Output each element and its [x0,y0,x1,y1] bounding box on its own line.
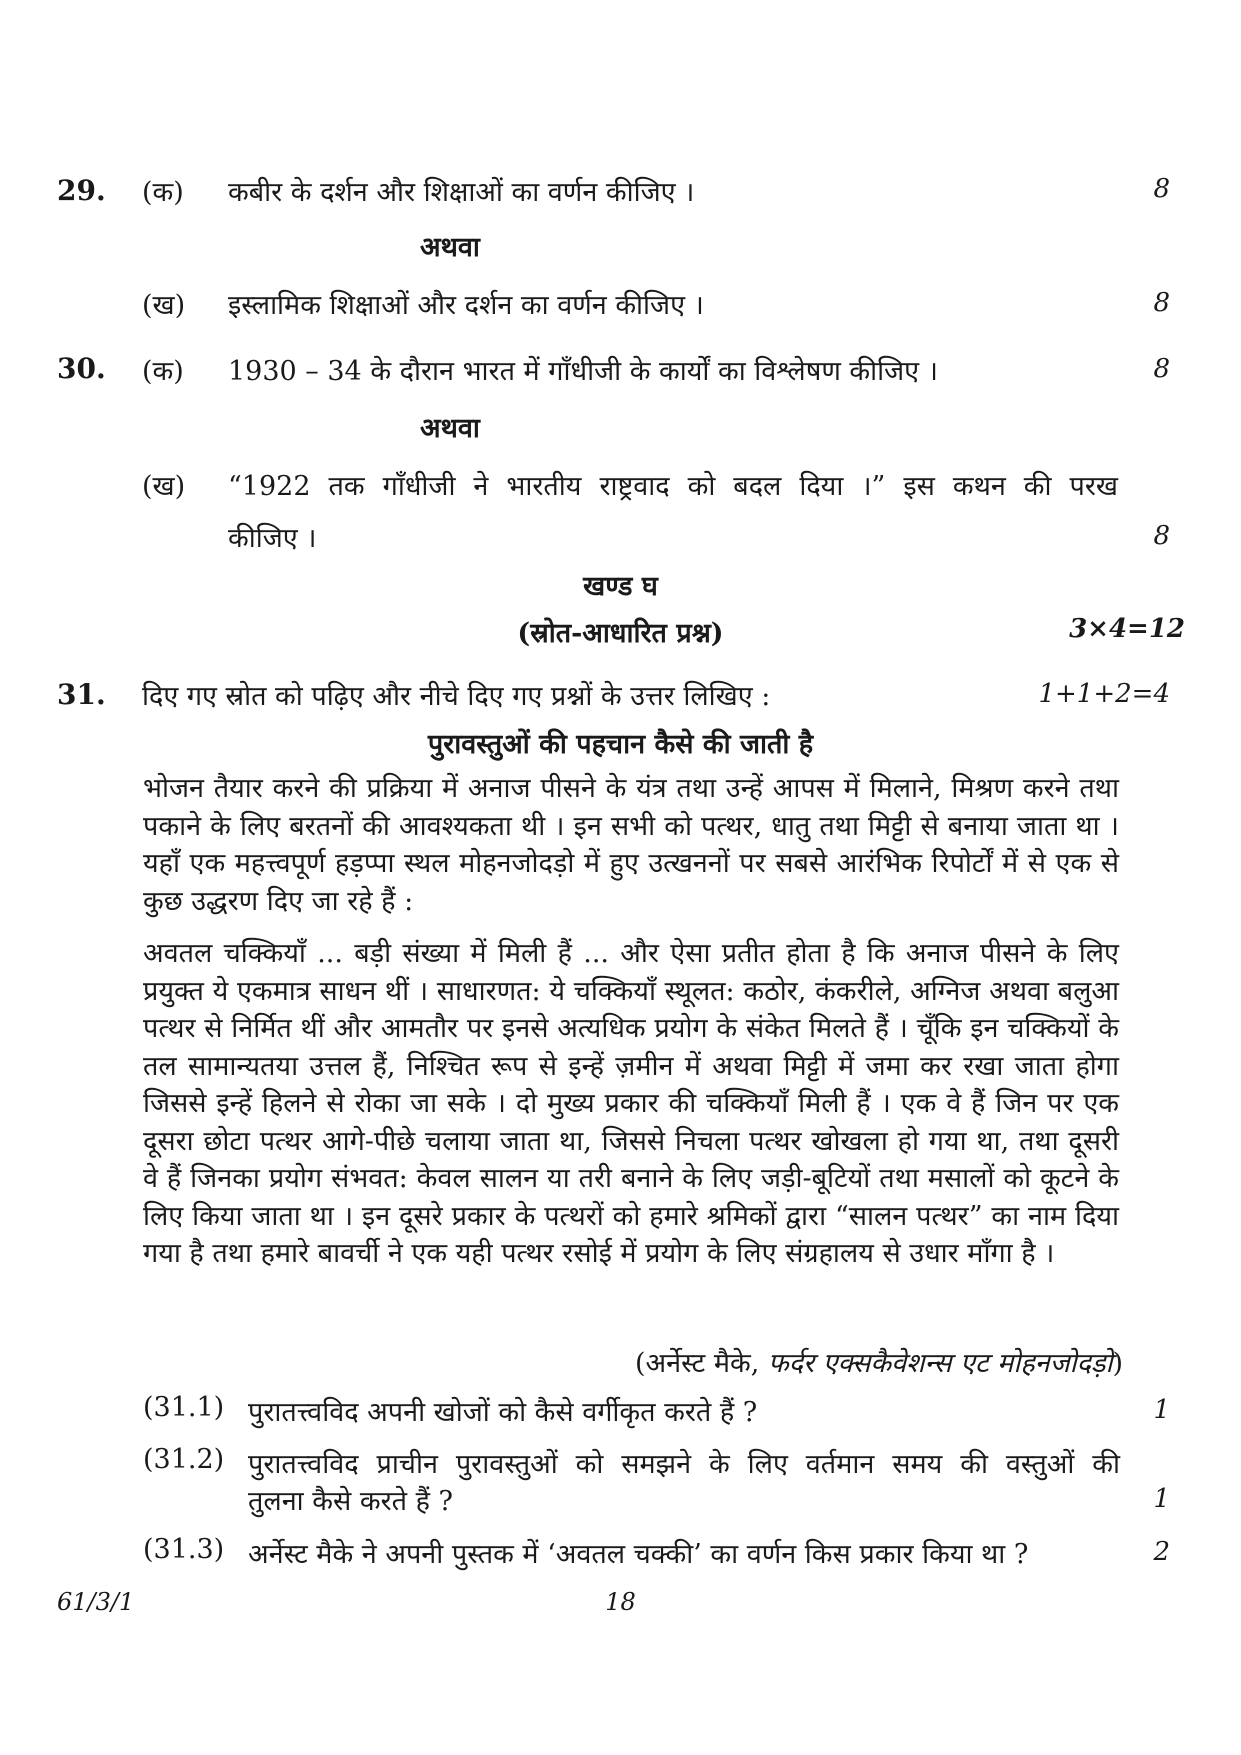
or-separator: अथवा [420,232,480,263]
marks: 1 [1153,1484,1170,1514]
paper-code: 61/3/1 [57,1588,135,1616]
marks: 1 [1153,1395,1170,1425]
section-marks: 3×4=12 [1069,614,1185,644]
subquestion-text-line: पुरातत्त्वविद प्राचीन पुरावस्तुओं को समझने के लिए वर्तमान समय की वस्तुओं की [248,1449,1120,1480]
option-label: (ख) [142,290,186,321]
question-number: 29. [57,174,106,207]
question-number: 30. [57,352,106,385]
option-label: (क) [142,356,184,387]
source-title: पुरावस्तुओं की पहचान कैसे की जाती है [427,729,814,760]
marks: 2 [1153,1537,1170,1567]
option-label: (ख) [142,471,186,502]
question-text: 1930 – 34 के दौरान भारत में गाँधीजी के कार्यों का विश्लेषण कीजिए । [228,356,938,387]
subquestion-label: (31.2) [143,1444,225,1475]
question-text: कबीर के दर्शन और शिक्षाओं का वर्णन कीजिए । [228,177,695,208]
source-citation: (अर्नेस्ट मैके, फर्दर एक्सकैवेशन्स एट मोहनजोदड़ो) [635,1348,1123,1379]
source-paragraph: भोजन तैयार करने की प्रक्रिया में अनाज पीसने के यंत्र तथा उन्हें आपस में मिलाने, मिश्रण करने तथा पकाने के लिए बरतनों की आवश्यकता थी । इन सभी को पत्थर, धातु तथा मिट्टी से बनाया जाता था । यहाँ एक महत्त्वपूर्ण हड़प्पा स्थल मोहनजोदड़ो में हुए उत्खननों पर सबसे आरंभिक रिपोर्टों में से एक से कुछ उद्धरण दिए जा रहे हैं : [143,773,1119,917]
question-text: इस्लामिक शिक्षाओं और दर्शन का वर्णन कीजिए । [228,290,704,321]
option-label: (क) [142,177,184,208]
question-text-line: “1922 तक गाँधीजी ने भारतीय राष्ट्रवाद को बदल दिया ।” इस कथन की परख [228,471,1118,502]
subquestion-text-line: तुलना कैसे करते हैं ? [248,1486,453,1517]
question-number: 31. [57,678,106,711]
subquestion-label: (31.1) [143,1392,225,1423]
subquestion-text: अर्नेस्ट मैके ने अपनी पुस्तक में ‘अवतल चक्की’ का वर्णन किस प्रकार किया था ? [248,1539,1029,1570]
subquestion-text: पुरातत्त्वविद अपनी खोजों को कैसे वर्गीकृत करते हैं ? [248,1397,758,1428]
marks: 8 [1153,521,1170,551]
question-instruction: दिए गए स्रोत को पढ़िए और नीचे दिए गए प्रश्नों के उत्तर लिखिए : [142,681,771,712]
question-text-line: कीजिए । [228,523,317,554]
or-separator: अथवा [420,413,480,444]
subquestion-label: (31.3) [143,1534,225,1565]
section-subtitle: (स्रोत-आधारित प्रश्न) [517,618,724,649]
marks: 8 [1153,288,1170,318]
page-number: 18 [605,1588,636,1616]
section-title: खण्ड घ [583,571,658,602]
source-paragraph: अवतल चक्कियाँ ... बड़ी संख्या में मिली हैं ... और ऐसा प्रतीत होता है कि अनाज पीसने के लिए प्रयुक्त ये एकमात्र साधन थीं । साधारणत: ये चक्कियाँ स्थूलत: कठोर, कंकरीले, अग्निज अथवा बलुआ पत्थर से निर्मित थीं और आमतौर पर इनसे अत्यधिक प्रयोग के संकेत मिलते हैं । चूँकि इन चक्कियों के तल सामान्यतया उत्तल हैं, निश्चित रूप से इन्हें ज़मीन में अथवा मिट्टी में जमा कर रखा जाता होगा जिससे इन्हें हिलने से रोका जा सके । दो मुख्य प्रकार की चक्कियाँ मिली हैं । एक वे हैं जिन पर एक दूसरा छोटा पत्थर आगे-पीछे चलाया जाता था, जिससे निचला पत्थर खोखला हो गया था, तथा दूसरी वे हैं जिनका प्रयोग संभवत: केवल सालन या तरी बनाने के लिए जड़ी-बूटियों तथा मसालों को कूटने के लिए किया जाता था । इन दूसरे प्रकार के पत्थरों को हमारे श्रमिकों द्वारा “सालन पत्थर” का नाम दिया गया है तथा हमारे बावर्ची ने एक यही पत्थर रसोई में प्रयोग के लिए संग्रहालय से उधार माँगा है । [143,938,1119,1269]
marks: 8 [1153,174,1170,204]
marks: 1+1+2=4 [1038,679,1170,709]
marks: 8 [1153,354,1170,384]
